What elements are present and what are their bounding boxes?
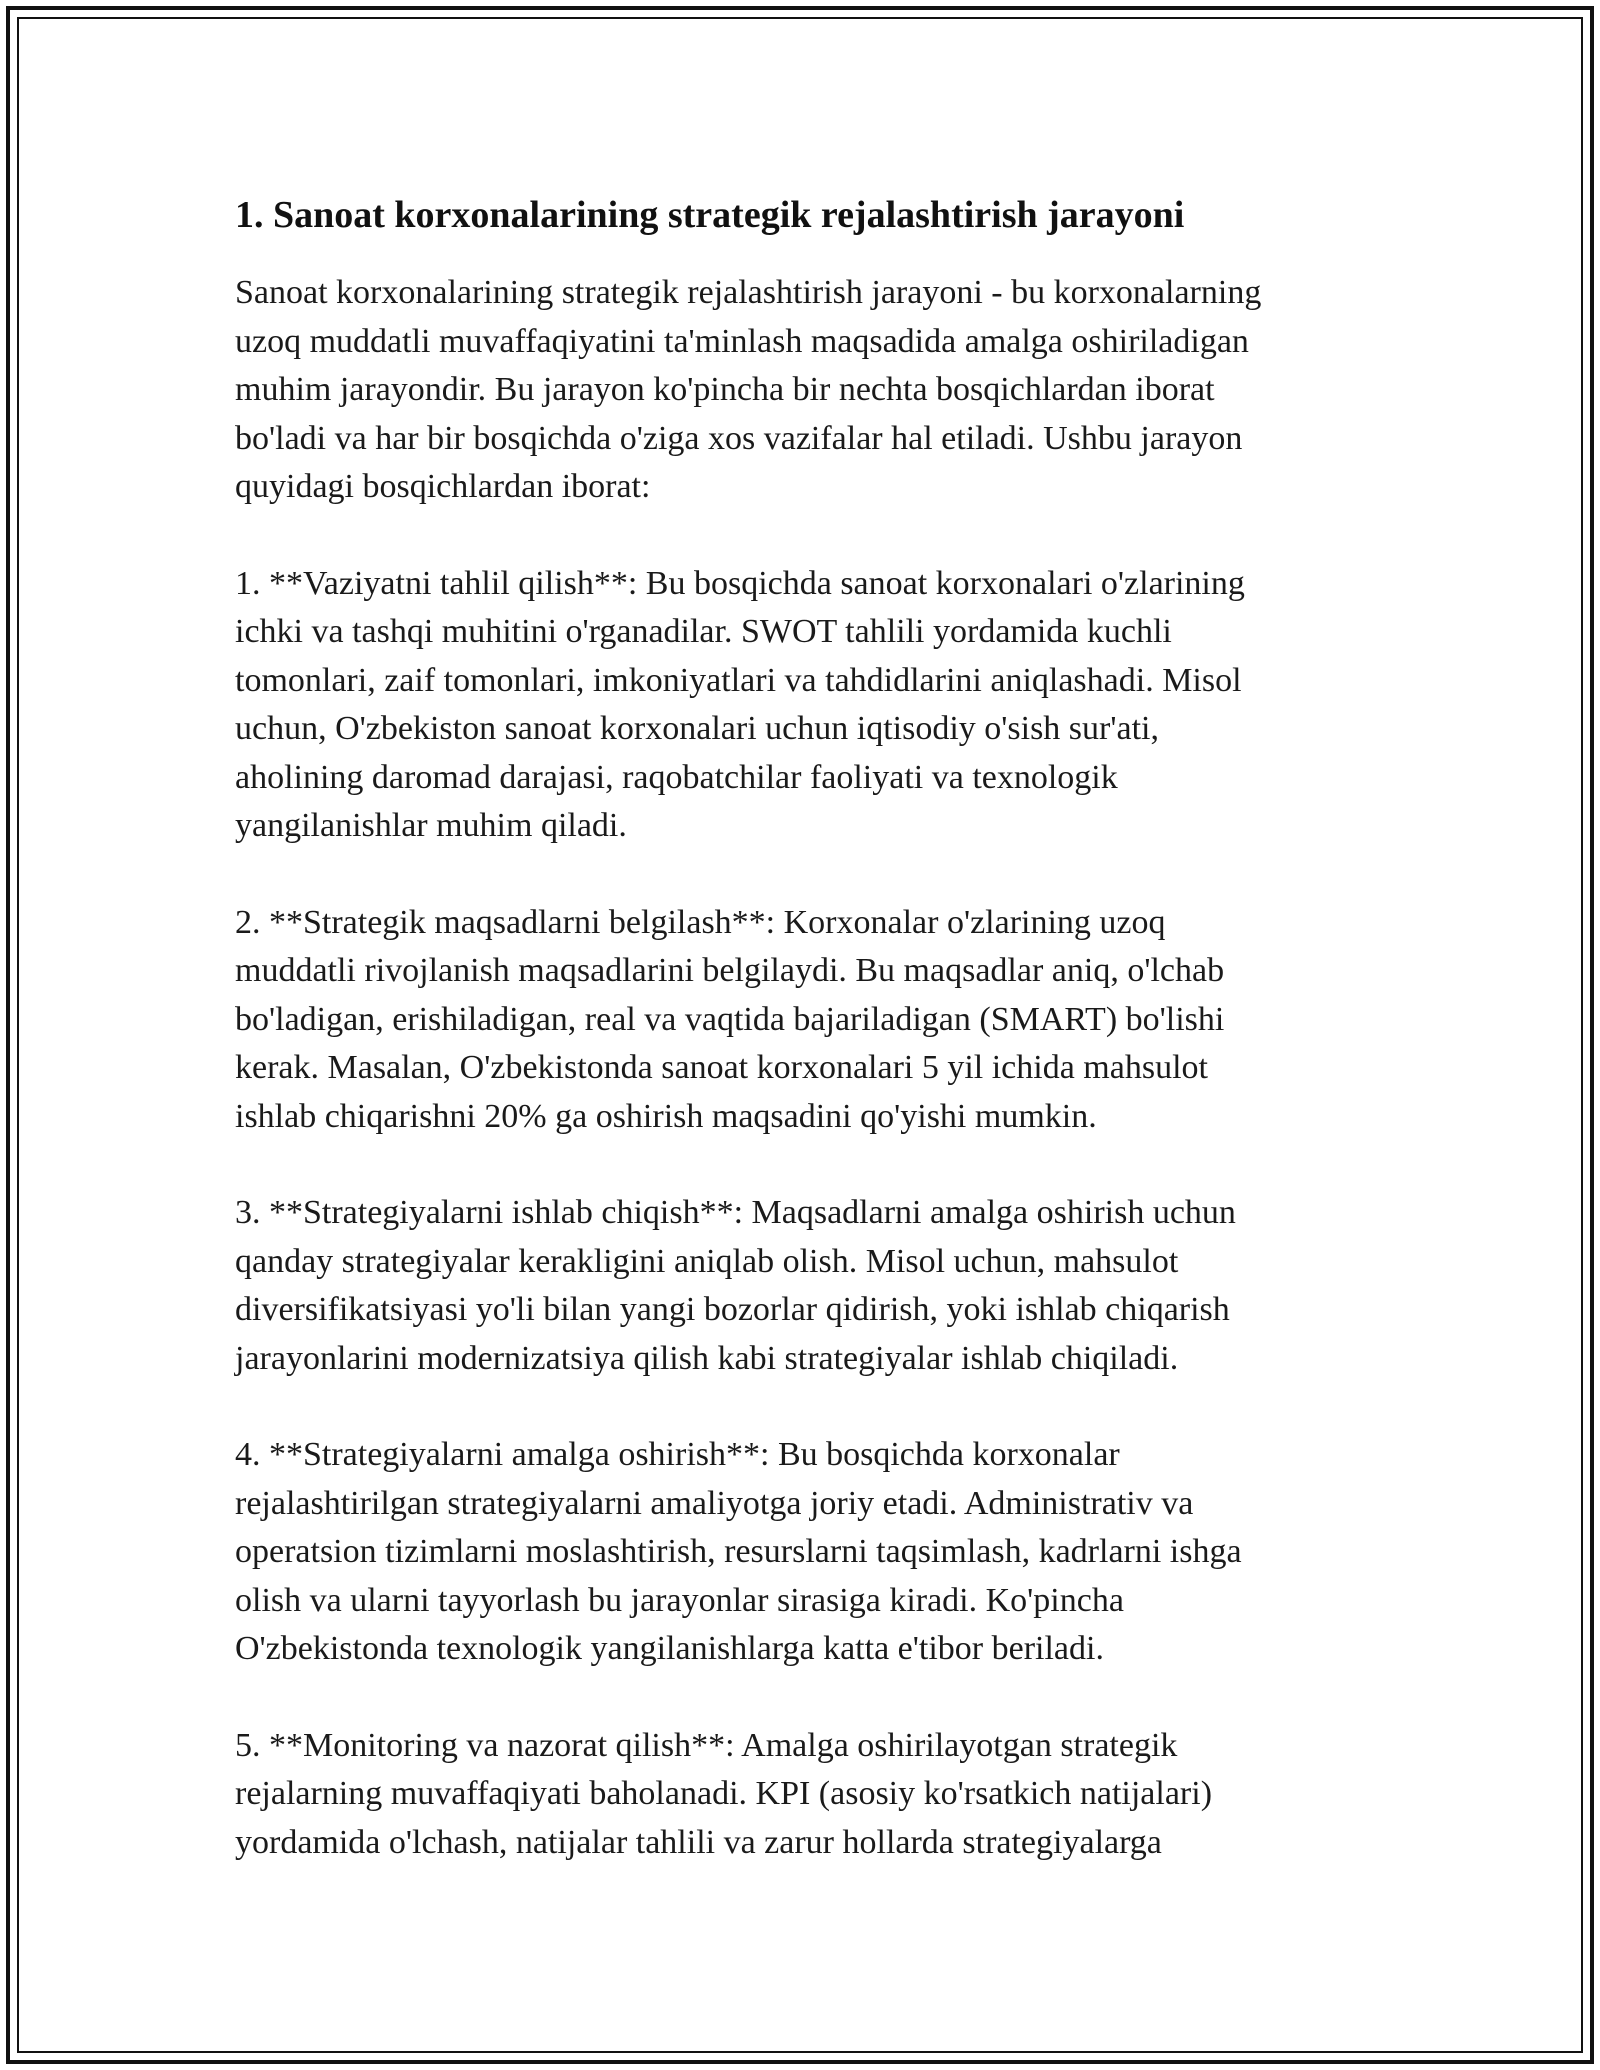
step-5-paragraph: 5. **Monitoring va nazorat qilish**: Amalga oshirilayotgan strategik rejalarning muvaffaqiyati baholanadi. KPI (asosiy ko'rsatkich natijalari) yordamida o'lchash, natijalar tahlili va zarur hollarda strategiyalarga (235, 1726, 1213, 1861)
document-body (235, 183, 1365, 1915)
step-4-paragraph: 4. **Strategiyalarni amalga oshirish**: Bu bosqichda korxonalar rejalashtirilgan strategiyalarni amaliyotga joriy etadi. Administrativ va operatsion tizimlarni moslashtirish, resurslarni taqsimlash, kadrlarni ishga olish va ularni tayyorlash bu jarayonlar sirasiga kiradi. Ko'pincha O'zbekistonda texnologik yangilanishlarga katta e'tibor beriladi. (235, 1436, 1242, 1667)
step-1-paragraph: 1. **Vaziyatni tahlil qilish**: Bu bosqichda sanoat korxonalari o'zlarining ichki va tashqi muhitini o'rganadilar. SWOT tahlili yordamida kuchli tomonlari, zaif tomonlari, imkoniyatlari va tahdidlarini aniqlashadi. Misol uchun, O'zbekiston sanoat korxonalari uchun iqtisodiy o'sish sur'ati, aholining daromad darajasi, raqobatchilar faoliyati va texnologik yangilanishlar muhim qiladi. (235, 564, 1245, 844)
intro-paragraph: Sanoat korxonalarining strategik rejalashtirish jarayoni - bu korxonalarning uzoq muddatli muvaffaqiyatini ta'minlash maqsadida amalga oshiriladigan muhim jarayondir. Bu jarayon ko'pincha bir nechta bosqichlardan iborat bo'ladi va har bir bosqichda o'ziga xos vazifalar hal etiladi. Ushbu jarayon quyidagi bosqichlardan iborat: (235, 274, 1262, 505)
step-3-paragraph: 3. **Strategiyalarni ishlab chiqish**: Maqsadlarni amalga oshirish uchun qanday strategiyalar kerakligini aniqlab olish. Misol uchun, mahsulot diversifikatsiyasi yo'li bilan yangi bozorlar qidirish, yoki ishlab chiqarish jarayonlarini modernizatsiya qilish kabi strategiyalar ishlab chiqiladi. (235, 1194, 1236, 1377)
step-2-paragraph: 2. **Strategik maqsadlarni belgilash**: Korxonalar o'zlarining uzoq muddatli rivojlanish maqsadlarini belgilaydi. Bu maqsadlar aniq, o'lchab bo'ladigan, erishiladigan, real va vaqtida bajariladigan (SMART) bo'lishi kerak. Masalan, O'zbekistonda sanoat korxonalari 5 yil ichida mahsulot ishlab chiqarishni 20% ga oshirish maqsadini qo'yishi mumkin. (235, 903, 1225, 1135)
document-title: 1. Sanoat korxonalarining strategik rejalashtirish jarayoni (235, 194, 1185, 236)
